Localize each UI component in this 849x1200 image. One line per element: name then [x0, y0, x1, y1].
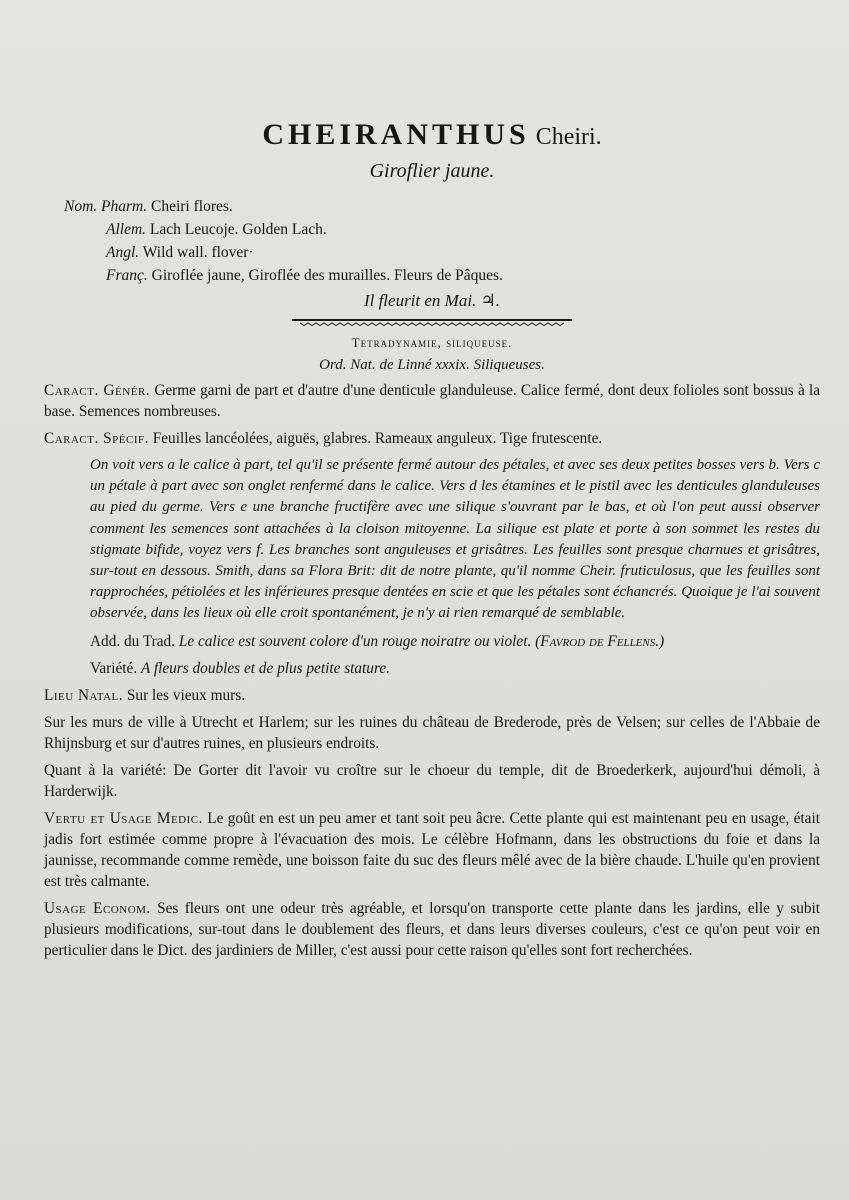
classification-class: Tetradynamie, siliqueuse.	[351, 335, 513, 350]
translator-addition	[44, 631, 820, 652]
section-label: Caract. Génér.	[44, 382, 151, 399]
common-name: Giroflier jaune.	[369, 160, 495, 182]
translator-credit: (Favrod de Fellens.)	[535, 632, 665, 650]
names-row-allem	[44, 218, 820, 241]
section-text: Germe garni de part et d'autre d'une denticule glanduleuse. Calice fermé, dont deux folioles sont bossus à la base. Semences nombreuses.	[44, 382, 820, 420]
section-text: Sur les vieux murs.	[126, 686, 246, 704]
section-text: A fleurs doubles et de plus petite stature.	[140, 659, 390, 677]
names-value: Wild wall. flover·	[142, 244, 254, 261]
names-key: Allem.	[106, 221, 147, 238]
variety	[44, 658, 820, 679]
section-label: Caract. Spécif.	[44, 430, 149, 447]
section-text: Le goût en est un peu amer et tant soit peu âcre. Cette plante qui est maintenant peu en usage, était jadis fort estimée comme propre à l'évacuation des mois. Le célèbre Hofmann, dans les obstructions du foie et dans la jaunisse, recommande comme remède, une boisson faite du suc des fleurs mêlé avec de la bière chaude. L'huile qu'en provient est très calmante.	[44, 809, 820, 890]
names-key: Angl.	[106, 244, 140, 261]
economic-use	[44, 898, 820, 961]
ornamental-rule	[292, 317, 572, 327]
classification-order: Ord. Nat. de Linné xxxix. Siliqueuses.	[319, 357, 545, 373]
species-name: Cheiri.	[535, 124, 602, 150]
page-title	[44, 118, 820, 152]
section-text: Ses fleurs ont une odeur très agréable, et lorsqu'on transporte cette plante dans les jardins, elle y subit plusieurs modifications, sur-tout dans le doublement des fleurs, et dans leurs diverses couleurs, c'est ce qu'on peut voir en perticulier dans le Dict. des jardiniers de Miller, c'est aussi pour cette raison qu'elles sont fort recherchées.	[44, 899, 821, 959]
names-value: Lach Leucoje. Golden Lach.	[149, 221, 327, 238]
vernacular-names	[44, 195, 820, 287]
flowering-time: Il fleurit en Mai. ♃.	[363, 291, 501, 310]
section-label: Vertu et Usage Medic.	[44, 809, 203, 827]
names-value: Cheiri flores.	[150, 198, 233, 215]
names-value: Giroflée jaune, Giroflée des murailles. Fleurs de Pâques.	[151, 267, 503, 284]
locations-paragraph: Sur les murs de ville à Utrecht et Harlem; sur les ruines du château de Brederode, près de Velsen; sur celles de l'Abbaie de Rhijnsburg et sur d'autres ruines, en plusieurs endroits.	[44, 713, 820, 752]
names-key: Franç.	[106, 267, 148, 284]
section-label: Usage Econom.	[44, 899, 151, 917]
plate-description: On voit vers a le calice à part, tel qu'il se présente fermé autour des pétales, et avec ses deux petites bosses vers b. Vers c un pétale à part avec son onglet renfermé dans le calice. Vers d les étamines et le pistil avec les denticules glanduleuses au pied du germe. Vers e une branche fructifère avec une silique s'ouvrant par le bas, et où l'on peut aussi observer comment les semences sont attachées à la cloison mitoyenne. La silique est plate et porte à son sommet les restes du stigmate bifide, voyez vers f. Les branches sont anguleuses et grisâtres. Les feuilles sont presque charnues et grisâtres, sur-tout en dessous. Smith, dans sa Flora Brit: dit de notre plante, qu'il nomme Cheir. fruticulosus, que les feuilles sont rapprochées, pétiolées et les inférieures presque dentées en scie et que les pétales sont échancrés. Quoique je l'ai souvent observée, dans les lieux où elle croit spontanément, je n'y ai rien remarqué de semblable.	[90, 457, 820, 622]
generic-characters	[44, 380, 820, 422]
names-key: Nom. Pharm.	[64, 198, 148, 215]
names-row-angl	[44, 241, 820, 264]
names-row-pharm	[44, 195, 820, 218]
names-row-franc	[44, 264, 820, 287]
section-label: Variété.	[90, 659, 138, 677]
genus-name: CHEIRANTHUS	[262, 118, 530, 151]
section-label: Lieu Natal.	[44, 686, 124, 704]
section-label: Add. du Trad.	[90, 632, 175, 650]
document-body	[44, 118, 820, 967]
native-habitat	[44, 685, 820, 706]
medical-use	[44, 808, 820, 892]
section-text: Feuilles lancéolées, aiguës, glabres. Rameaux anguleux. Tige frutescente.	[152, 430, 603, 447]
variety-location-paragraph: Quant à la variété: De Gorter dit l'avoir vu croître sur le choeur du temple, dit de Broederkerk, aujourd'hui démoli, à Harderwijk.	[44, 761, 820, 800]
section-text: Le calice est souvent colore d'un rouge noiratre ou violet.	[178, 632, 532, 650]
specific-characters	[44, 428, 820, 449]
